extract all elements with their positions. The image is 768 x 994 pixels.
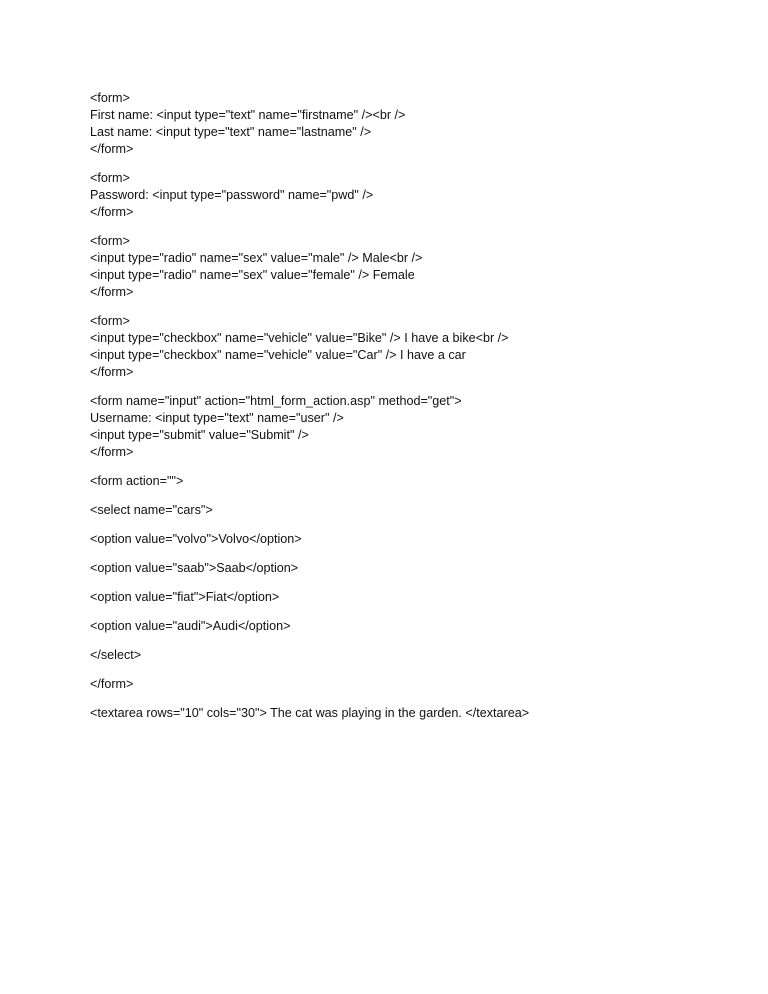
paragraph-form-checkbox (90, 313, 710, 381)
text-line: <option value="fiat">Fiat</option> (90, 590, 280, 604)
text-line: <input type="radio" name="sex" value="male" /> Male<br /> (90, 251, 423, 265)
paragraph-form-names (90, 90, 710, 158)
paragraph-form-radio (90, 233, 710, 301)
paragraph-option-saab (90, 560, 710, 577)
text-line: </form> (90, 285, 134, 299)
paragraph-form-submit (90, 393, 710, 461)
text-line: <input type="checkbox" name="vehicle" value="Bike" /> I have a bike<br /> (90, 331, 509, 345)
paragraph-option-audi (90, 618, 710, 635)
text-line: <form> (90, 171, 130, 185)
paragraph-option-fiat (90, 589, 710, 606)
paragraph-textarea (90, 705, 710, 722)
text-line: </form> (90, 677, 134, 691)
text-line: <form> (90, 91, 130, 105)
text-line: </select> (90, 648, 142, 662)
text-line: <option value="audi">Audi</option> (90, 619, 291, 633)
text-line: <input type="checkbox" name="vehicle" value="Car" /> I have a car (90, 348, 466, 362)
text-line: <textarea rows="10" cols="30"> The cat was playing in the garden. </textarea> (90, 706, 530, 720)
paragraph-form-close (90, 676, 710, 693)
text-line: <form> (90, 234, 130, 248)
paragraph-select-open (90, 502, 710, 519)
text-line: <select name="cars"> (90, 503, 213, 517)
paragraph-option-volvo (90, 531, 710, 548)
text-line: <form name="input" action="html_form_action.asp" method="get"> (90, 394, 462, 408)
text-line: <option value="volvo">Volvo</option> (90, 532, 302, 546)
text-line: First name: <input type="text" name="firstname" /><br /> (90, 108, 406, 122)
paragraph-form-password (90, 170, 710, 221)
text-line: <option value="saab">Saab</option> (90, 561, 299, 575)
text-line: Last name: <input type="text" name="lastname" /> (90, 125, 372, 139)
text-line: <input type="submit" value="Submit" /> (90, 428, 309, 442)
text-line: </form> (90, 142, 134, 156)
paragraph-form-action (90, 473, 710, 490)
text-line: <form> (90, 314, 130, 328)
text-line: <input type="radio" name="sex" value="female" /> Female (90, 268, 415, 282)
text-line: </form> (90, 205, 134, 219)
paragraph-select-close (90, 647, 710, 664)
document-body (90, 90, 710, 734)
text-line: Username: <input type="text" name="user" /> (90, 411, 344, 425)
text-line: </form> (90, 445, 134, 459)
text-line: <form action=""> (90, 474, 184, 488)
text-line: Password: <input type="password" name="pwd" /> (90, 188, 374, 202)
text-line: </form> (90, 365, 134, 379)
